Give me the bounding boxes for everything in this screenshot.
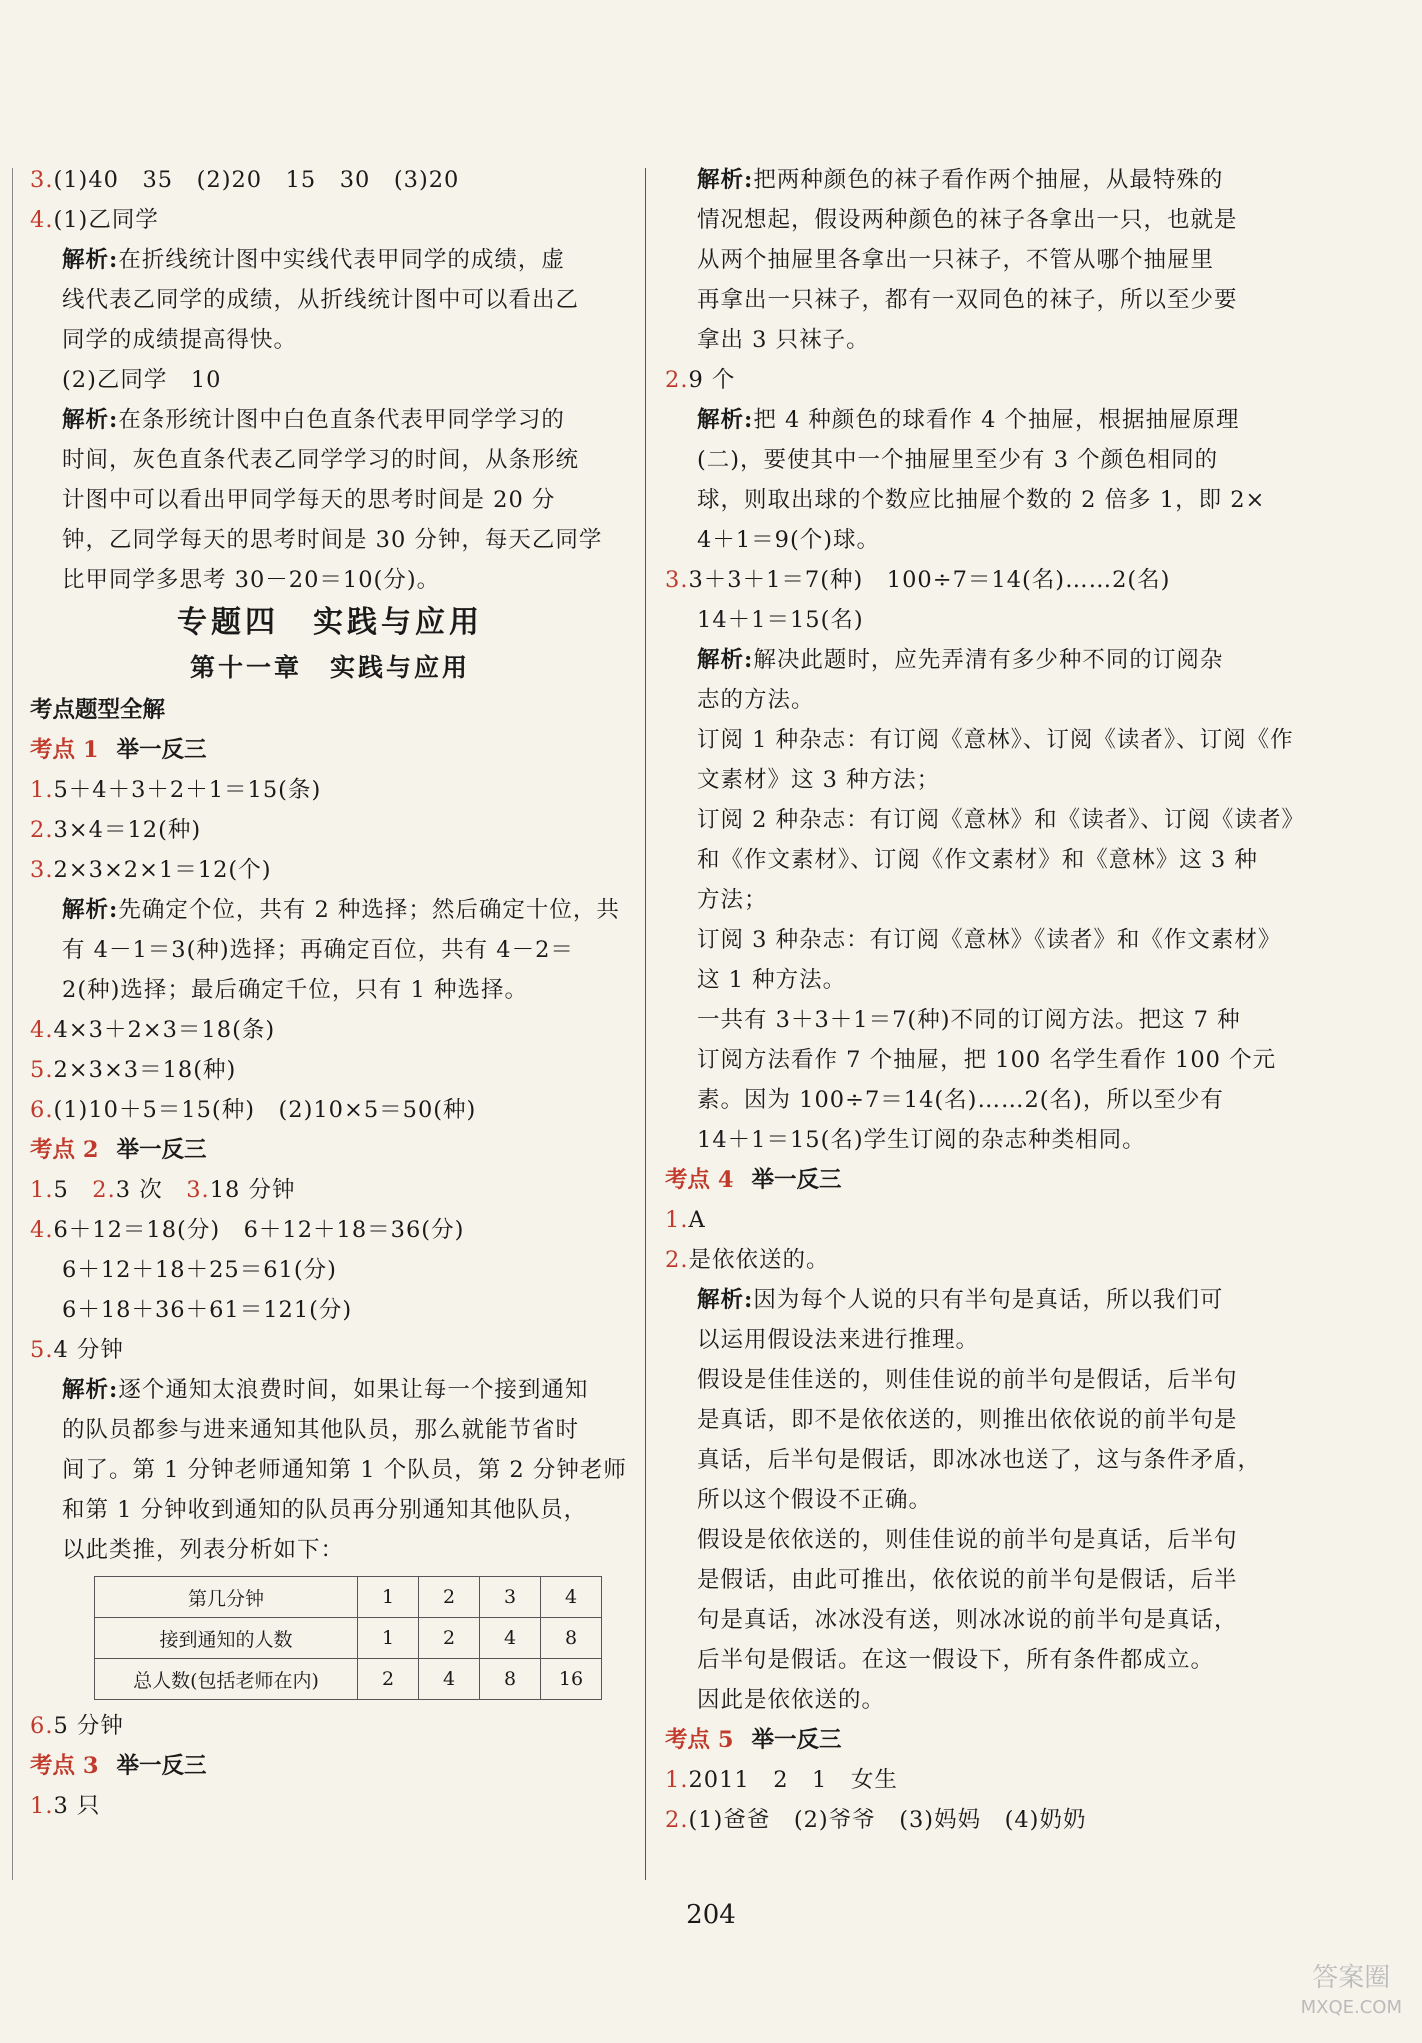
text-line — [30, 930, 630, 970]
text-line — [665, 1800, 1265, 1840]
table-row — [95, 1618, 602, 1659]
answer-text: 在折线统计图中实线代表甲同学的成绩，虚 — [118, 247, 565, 273]
answer-text: (2)乙同学 10 — [62, 367, 222, 393]
kaodian-label: 考点 4 — [665, 1167, 734, 1193]
right-answers-part2 — [665, 1200, 1265, 1720]
kaodian-title: 举一反三 — [116, 1137, 207, 1163]
table-cell: 3 — [480, 1577, 541, 1618]
text-line — [30, 360, 630, 400]
answer-text: 间了。第 1 分钟老师通知第 1 个队员，第 2 分钟老师 — [62, 1457, 627, 1483]
column-divider — [645, 168, 646, 1880]
text-line — [665, 1680, 1265, 1720]
answer-text: 6＋12＝18(分) 6＋12＋18＝36(分) — [53, 1217, 465, 1243]
answer-text: 的队员都参与进来通知其他队员，那么就能节省时 — [62, 1417, 580, 1443]
answer-text: 钟，乙同学每天的思考时间是 30 分钟，每天乙同学 — [62, 527, 603, 553]
question-number: 4. — [30, 1017, 54, 1043]
text-line — [665, 880, 1265, 920]
question-number: 5. — [30, 1337, 54, 1363]
answer-text: 在条形统计图中白色直条代表甲同学学习的 — [118, 407, 565, 433]
text-line — [30, 1450, 630, 1490]
question-number: 1. — [30, 1793, 54, 1819]
row-header: 第几分钟 — [95, 1577, 358, 1618]
text-line — [665, 440, 1265, 480]
answer-text: 是依依送的。 — [688, 1247, 830, 1273]
answer-text: (二)，要使其中一个抽屉里至少有 3 个颜色相同的 — [697, 447, 1219, 473]
text-line — [30, 200, 630, 240]
answer-text: (1)40 35 (2)20 15 30 (3)20 — [53, 167, 460, 193]
answer-text: 把两种颜色的袜子看作两个抽屉，从最特殊的 — [753, 167, 1224, 193]
answer-text: 4×3＋2×3＝18(条) — [53, 1017, 276, 1043]
text-line — [30, 770, 630, 810]
text-line — [665, 1320, 1265, 1360]
text-line — [665, 1400, 1265, 1440]
question-number: 1. — [30, 1177, 54, 1203]
text-line — [665, 480, 1265, 520]
left-margin-rule — [12, 168, 13, 1880]
question-number: 2. — [665, 1247, 689, 1273]
table-cell: 2 — [419, 1577, 480, 1618]
text-line — [30, 1706, 630, 1746]
answer-text: 以此类推，列表分析如下： — [62, 1537, 345, 1563]
text-line — [30, 1490, 630, 1530]
kaodian-title: 举一反三 — [751, 1167, 842, 1193]
answer-text: A — [688, 1207, 706, 1233]
answer-text: 3×4＝12(种) — [53, 817, 202, 843]
analysis-label: 解析: — [697, 167, 754, 193]
text-line — [30, 1250, 630, 1290]
answer-text: 5 分钟 — [53, 1713, 124, 1739]
answer-text: 先确定个位，共有 2 种选择；然后确定十位，共 — [118, 897, 620, 923]
text-line — [665, 400, 1265, 440]
table-cell: 8 — [541, 1618, 602, 1659]
text-line — [30, 280, 630, 320]
question-number: 4. — [30, 207, 54, 233]
answer-text: 18 分钟 — [209, 1177, 296, 1203]
text-line — [30, 480, 630, 520]
analysis-label: 解析: — [697, 407, 754, 433]
topic-heading: 专题四 实践与应用 — [177, 605, 483, 640]
text-line — [30, 970, 630, 1010]
table-cell: 4 — [419, 1659, 480, 1700]
text-line — [665, 560, 1265, 600]
analysis-label: 解析: — [697, 647, 754, 673]
text-line — [665, 720, 1294, 760]
right-answers-part1 — [665, 160, 1305, 1160]
text-line — [30, 1530, 630, 1570]
answer-text: 文素材》这 3 种方法； — [697, 767, 941, 793]
question-number: 1. — [30, 777, 54, 803]
analysis-label: 解析: — [62, 407, 119, 433]
text-line — [30, 240, 630, 280]
answer-text: 句是真话，冰冰没有送，则冰冰说的前半句是真话， — [697, 1607, 1238, 1633]
answer-text: 是假话，由此可推出，依依说的前半句是假话，后半 — [697, 1567, 1238, 1593]
text-line — [665, 680, 1265, 720]
question-number: 1. — [665, 1767, 689, 1793]
text-line — [665, 240, 1265, 280]
answer-text: 5＋4＋3＋2＋1＝15(条) — [53, 777, 322, 803]
text-line — [665, 1440, 1265, 1480]
answer-text: 6＋12＋18＋25＝61(分) — [62, 1257, 337, 1283]
text-line — [665, 840, 1265, 880]
analysis-label: 解析: — [697, 1287, 754, 1313]
text-line — [30, 160, 630, 200]
answer-text: 2(种)选择；最后确定千位，只有 1 种选择。 — [62, 977, 528, 1003]
answer-text: 和《作文素材》、订阅《作文素材》和《意林》这 3 种 — [697, 847, 1258, 873]
text-line — [665, 1120, 1265, 1160]
left-answers-part1 — [30, 160, 630, 600]
answer-text: 方法； — [697, 887, 768, 913]
text-line — [665, 1600, 1265, 1640]
answer-text: 假设是依依送的，则佳佳说的前半句是真话，后半句 — [697, 1527, 1238, 1553]
text-line — [665, 1760, 1265, 1800]
answer-text: 订阅 3 种杂志：有订阅《意林》《读者》和《作文素材》 — [697, 927, 1282, 953]
text-line — [30, 1786, 630, 1826]
kaodian-1-heading — [30, 730, 630, 770]
text-line — [665, 280, 1265, 320]
answer-text: 4＋1＝9(个)球。 — [697, 527, 881, 553]
answer-text: 时间，灰色直条代表乙同学学习的时间，从条形统 — [62, 447, 580, 473]
answer-text: 2011 2 1 女生 — [688, 1767, 898, 1793]
kaodian-title: 举一反三 — [116, 737, 207, 763]
answer-text: (1)10＋5＝15(种) (2)10×5＝50(种) — [53, 1097, 477, 1123]
text-line — [30, 1090, 630, 1130]
answer-text: 志的方法。 — [697, 687, 815, 713]
text-line — [30, 400, 630, 440]
answer-text: 2×3×3＝18(种) — [53, 1057, 237, 1083]
watermark-url: MXQE.COM — [1300, 1997, 1402, 2018]
answer-text: 真话，后半句是假话，即冰冰也送了，这与条件矛盾， — [697, 1447, 1262, 1473]
page-number: 204 — [686, 1900, 736, 1930]
text-line — [665, 160, 1265, 200]
text-line — [665, 1520, 1265, 1560]
text-line — [665, 920, 1282, 960]
answer-text: 和第 1 分钟收到通知的队员再分别通知其他队员， — [62, 1497, 588, 1523]
answer-text: 14＋1＝15(名)学生订阅的杂志种类相同。 — [697, 1127, 1146, 1153]
kaodian-2-heading — [30, 1130, 630, 1170]
kaodian-3-heading — [30, 1746, 630, 1786]
text-line — [665, 1360, 1265, 1400]
text-line — [665, 1280, 1265, 1320]
text-line — [30, 1170, 630, 1210]
text-line — [30, 1410, 630, 1450]
text-line — [30, 1050, 630, 1090]
question-number: 3. — [30, 857, 54, 883]
answer-text: 线代表乙同学的成绩，从折线统计图中可以看出乙 — [62, 287, 580, 313]
text-line — [665, 1080, 1265, 1120]
text-line — [30, 1330, 630, 1370]
kaodian-label: 考点 2 — [30, 1137, 99, 1163]
answer-text: 4 分钟 — [53, 1337, 124, 1363]
answer-text: (1)爸爸 (2)爷爷 (3)妈妈 (4)奶奶 — [688, 1807, 1087, 1833]
answer-text: 从两个抽屉里各拿出一只袜子，不管从哪个抽屉里 — [697, 247, 1215, 273]
question-number: 5. — [30, 1057, 54, 1083]
row-header: 接到通知的人数 — [95, 1618, 358, 1659]
right-answers-part3 — [665, 1760, 1265, 1840]
answer-text: 一共有 3＋3＋1＝7(种)不同的订阅方法。把这 7 种 — [697, 1007, 1241, 1033]
question-number: 2. — [665, 1807, 689, 1833]
table-cell: 4 — [541, 1577, 602, 1618]
answer-text: 素。因为 100÷7＝14(名)……2(名)，所以至少有 — [697, 1087, 1224, 1113]
answer-text: 3＋3＋1＝7(种) 100÷7＝14(名)……2(名) — [688, 567, 1171, 593]
answer-text: 因为每个人说的只有半句是真话，所以我们可 — [753, 1287, 1224, 1313]
left-answers-part2 — [30, 770, 630, 1130]
answer-text: 逐个通知太浪费时间，如果让每一个接到通知 — [118, 1377, 589, 1403]
left-answers-part4 — [30, 1706, 630, 1746]
question-number: 3. — [30, 167, 54, 193]
text-line — [30, 560, 630, 600]
answer-text: 同学的成绩提高得快。 — [62, 327, 298, 353]
answer-text: 6＋18＋36＋61＝121(分) — [62, 1297, 353, 1323]
section-heading: 考点题型全解 — [30, 697, 166, 723]
text-line — [665, 1000, 1265, 1040]
right-column — [665, 160, 1305, 1840]
question-number: 6. — [30, 1097, 54, 1123]
question-number: 2. — [665, 367, 689, 393]
kaodian-title: 举一反三 — [116, 1753, 207, 1779]
answer-text: 球，则取出球的个数应比抽屉个数的 2 倍多 1，即 2× — [697, 487, 1266, 513]
table-cell: 16 — [541, 1659, 602, 1700]
text-line — [665, 1240, 1265, 1280]
table-row — [95, 1577, 602, 1618]
answer-text: 后半句是假话。在这一假设下，所有条件都成立。 — [697, 1647, 1215, 1673]
text-line — [665, 1200, 1265, 1240]
text-line — [665, 600, 1265, 640]
answer-text: 订阅 2 种杂志：有订阅《意林》和《读者》、订阅《读者》 — [697, 807, 1305, 833]
answer-text: 有 4－1＝3(种)选择；再确定百位，共有 4－2＝ — [62, 937, 574, 963]
question-number: 4. — [30, 1217, 54, 1243]
kaodian-title: 举一反三 — [751, 1727, 842, 1753]
analysis-label: 解析: — [62, 897, 119, 923]
table-cell: 4 — [480, 1618, 541, 1659]
answer-text: 解决此题时，应先弄清有多少种不同的订阅杂 — [753, 647, 1224, 673]
text-line — [30, 1010, 630, 1050]
analysis-label: 解析: — [62, 1377, 119, 1403]
table-cell: 8 — [480, 1659, 541, 1700]
answer-text: 2×3×2×1＝12(个) — [53, 857, 272, 883]
answer-text: 是真话，即不是依依送的，则推出依依说的前半句是 — [697, 1407, 1238, 1433]
kaodian-label: 考点 1 — [30, 737, 99, 763]
notification-table — [94, 1576, 602, 1700]
text-line — [30, 1370, 630, 1410]
answer-text: 比甲同学多思考 30－20＝10(分)。 — [62, 567, 441, 593]
text-line — [665, 200, 1265, 240]
answer-text: 5 — [53, 1177, 93, 1203]
text-line — [665, 520, 1265, 560]
text-line — [30, 810, 630, 850]
answer-text: 拿出 3 只袜子。 — [697, 327, 870, 353]
text-line — [665, 760, 1265, 800]
answer-text: 这 1 种方法。 — [697, 967, 847, 993]
question-number: 3. — [665, 567, 689, 593]
text-line — [665, 640, 1265, 680]
text-line — [665, 960, 1265, 1000]
text-line — [665, 1480, 1265, 1520]
answer-text: 假设是佳佳送的，则佳佳说的前半句是假话，后半句 — [697, 1367, 1238, 1393]
text-line — [30, 440, 630, 480]
answer-text: 3 只 — [53, 1793, 101, 1819]
question-number: 1. — [665, 1207, 689, 1233]
text-line — [30, 850, 630, 890]
text-line — [665, 1640, 1265, 1680]
analysis-label: 解析: — [62, 247, 119, 273]
answer-text: 所以这个假设不正确。 — [697, 1487, 933, 1513]
row-header: 总人数(包括老师在内) — [95, 1659, 358, 1700]
table-cell: 1 — [358, 1577, 419, 1618]
watermark-logo — [1301, 1963, 1402, 2023]
question-number: 6. — [30, 1713, 54, 1739]
table-row — [95, 1659, 602, 1700]
table-cell: 2 — [419, 1618, 480, 1659]
question-number: 2. — [30, 817, 54, 843]
text-line — [665, 1040, 1277, 1080]
answer-text: 订阅方法看作 7 个抽屉，把 100 名学生看作 100 个元 — [697, 1047, 1277, 1073]
chapter-heading: 第十一章 实践与应用 — [189, 653, 470, 682]
answer-text: 再拿出一只袜子，都有一双同色的袜子，所以至少要 — [697, 287, 1238, 313]
answer-text: 14＋1＝15(名) — [697, 607, 864, 633]
table-cell: 1 — [358, 1618, 419, 1659]
text-line — [665, 800, 1305, 840]
text-line — [30, 1210, 630, 1250]
answer-text: 订阅 1 种杂志：有订阅《意林》、订阅《读者》、订阅《作 — [697, 727, 1294, 753]
answer-text: 情况想起，假设两种颜色的袜子各拿出一只，也就是 — [697, 207, 1238, 233]
watermark-text: 答案圈 — [1312, 1963, 1391, 1993]
kaodian-4-heading — [665, 1160, 1265, 1200]
left-answers-part3 — [30, 1170, 630, 1570]
text-line — [30, 320, 630, 360]
kaodian-label: 考点 5 — [665, 1727, 734, 1753]
answer-text: 因此是依依送的。 — [697, 1687, 886, 1713]
answer-text: 把 4 种颜色的球看作 4 个抽屉，根据抽屉原理 — [753, 407, 1240, 433]
question-number: 2. — [92, 1177, 116, 1203]
kaodian-5-heading — [665, 1720, 1265, 1760]
text-line — [30, 890, 630, 930]
text-line — [665, 320, 1265, 360]
answer-text: 以运用假设法来进行推理。 — [697, 1327, 980, 1353]
left-column — [30, 160, 630, 1826]
text-line — [665, 1560, 1265, 1600]
text-line — [30, 520, 630, 560]
left-answers-part5 — [30, 1786, 630, 1826]
question-number: 3. — [186, 1177, 210, 1203]
answer-text: 3 次 — [115, 1177, 187, 1203]
text-line — [30, 1290, 630, 1330]
answer-text: 计图中可以看出甲同学每天的思考时间是 20 分 — [62, 487, 556, 513]
text-line — [665, 360, 1265, 400]
table-cell: 2 — [358, 1659, 419, 1700]
kaodian-label: 考点 3 — [30, 1753, 99, 1779]
answer-text: 9 个 — [688, 367, 736, 393]
answer-text: (1)乙同学 — [53, 207, 159, 233]
